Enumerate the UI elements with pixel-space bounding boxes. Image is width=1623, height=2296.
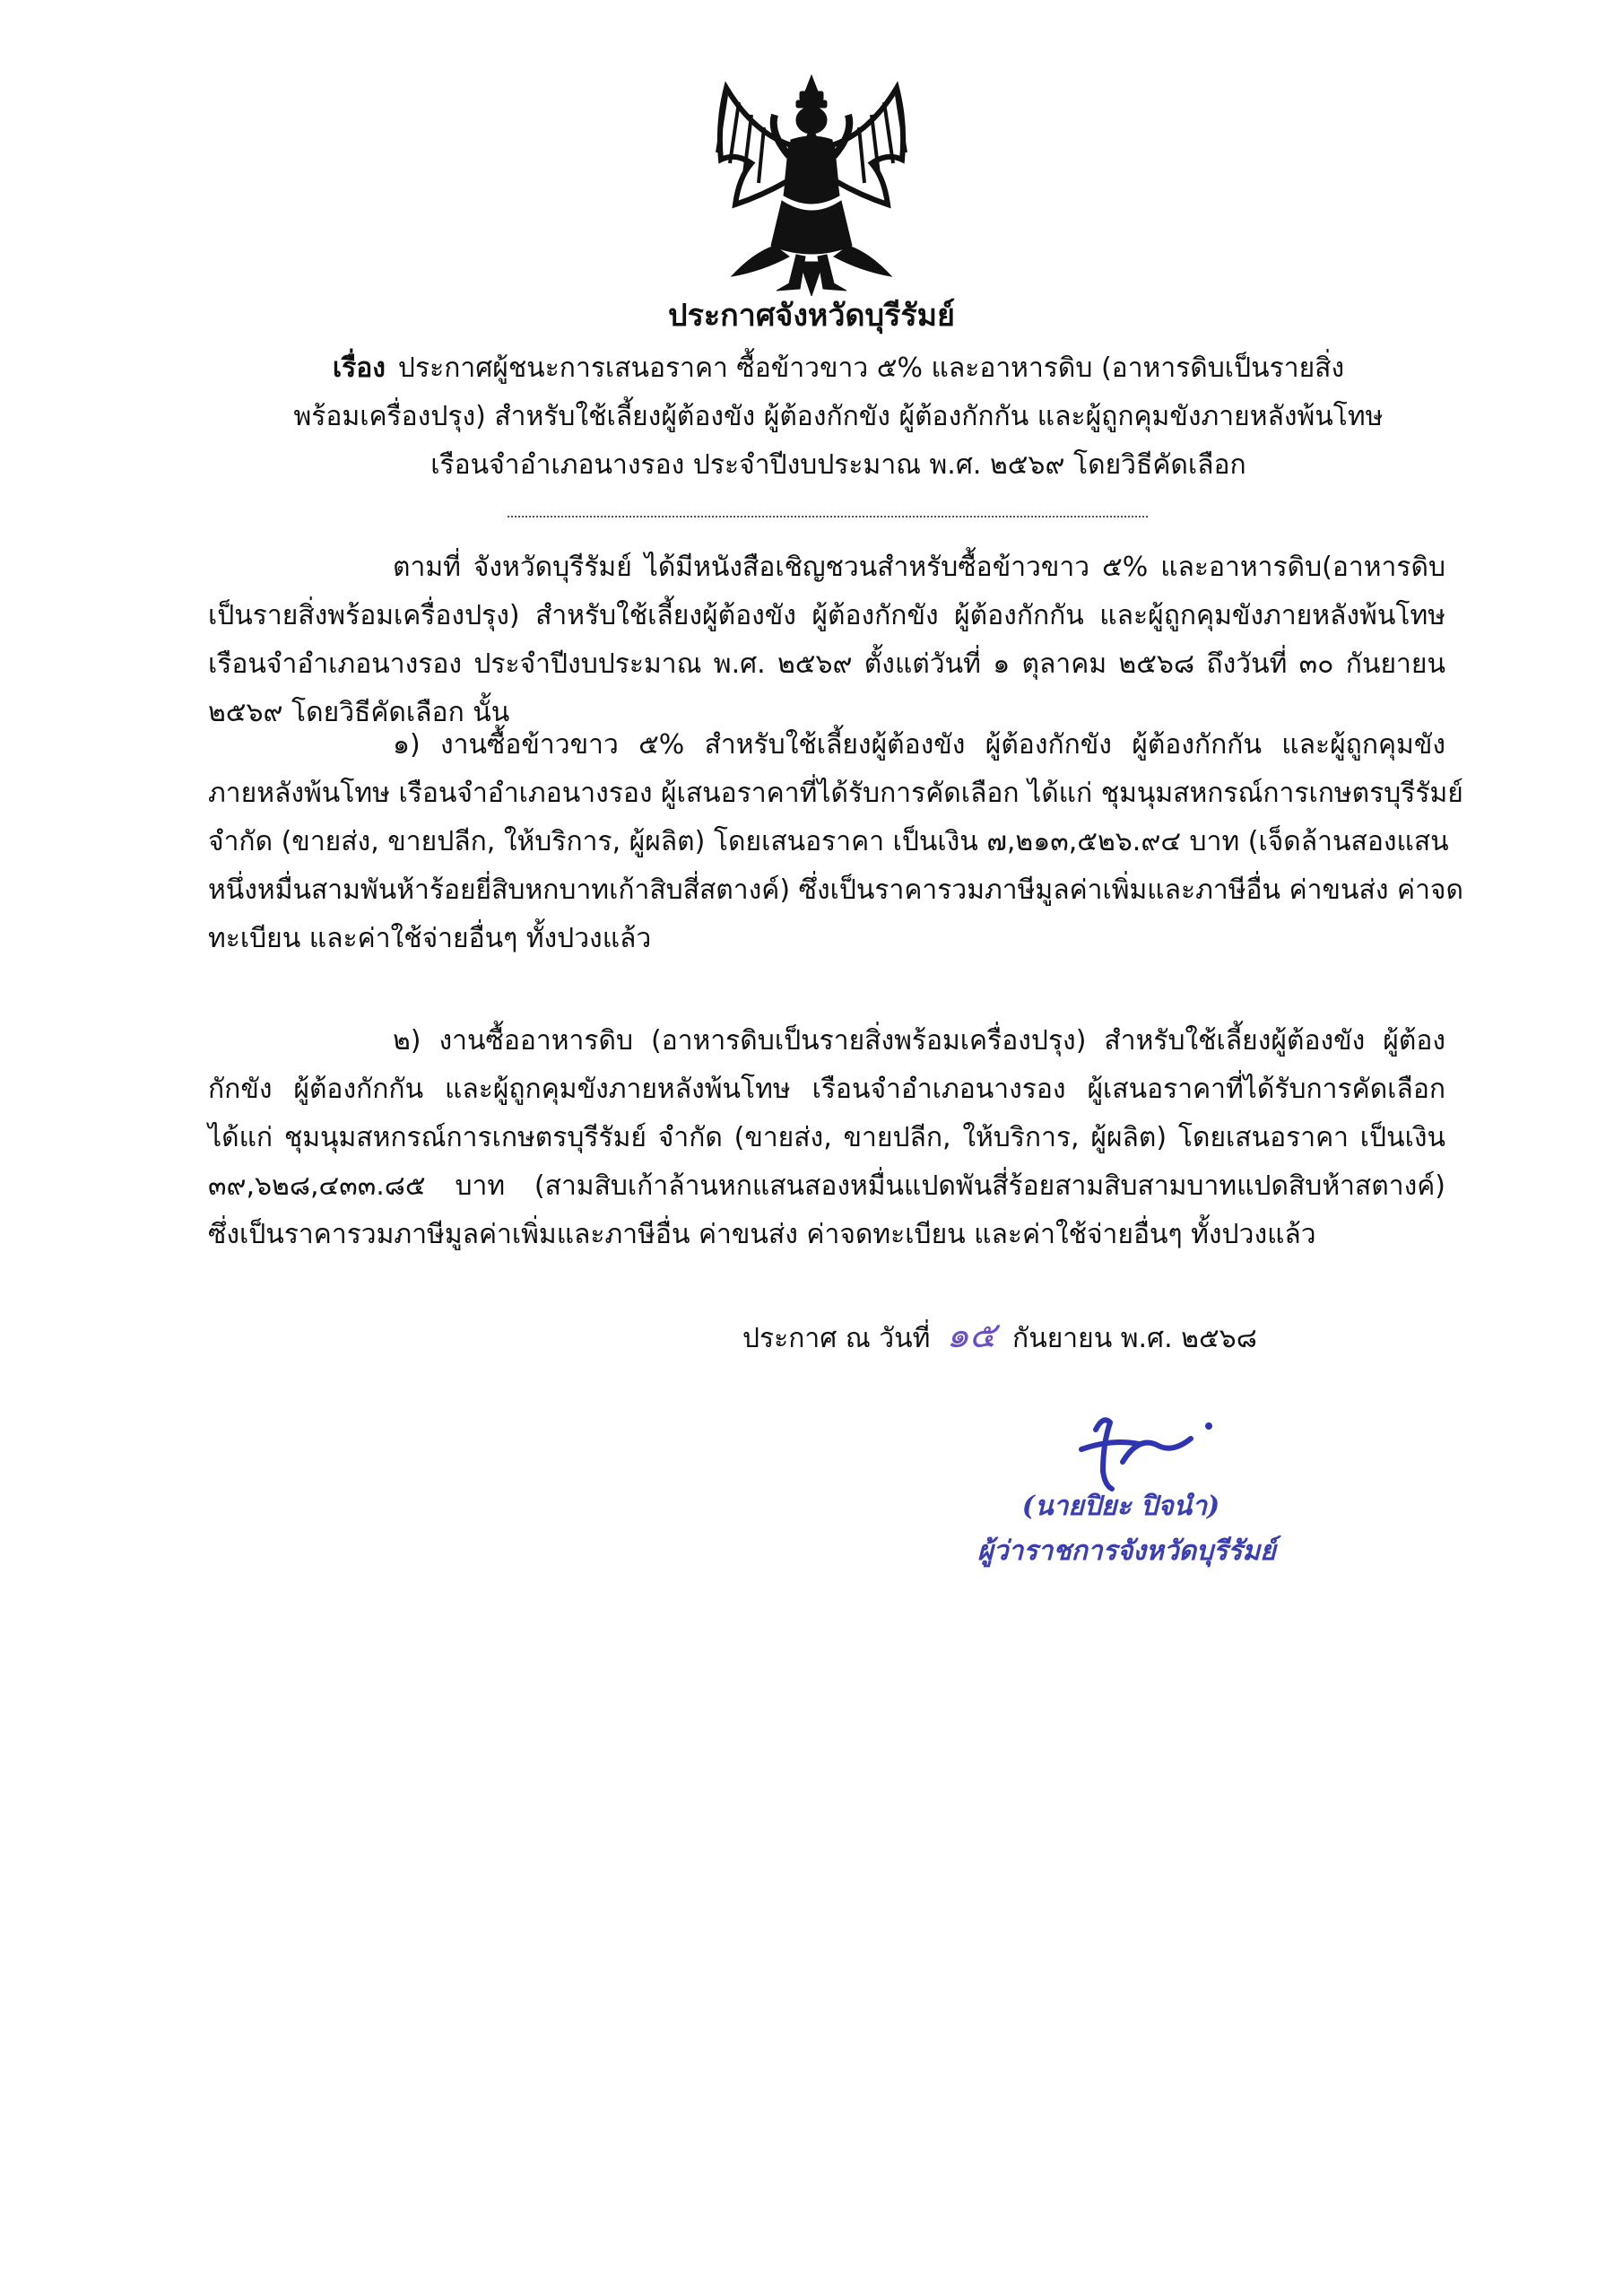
signer-name: (นายปิยะ ปิจนำ) [1021, 1491, 1220, 1522]
announce-suffix: กันยายน พ.ศ. ๒๕๖๘ [1012, 1323, 1257, 1354]
item-1-paragraph [208, 721, 1463, 963]
item-2-paragraph [208, 1017, 1445, 1259]
garuda-emblem-icon [699, 70, 924, 296]
signature-icon [1076, 1399, 1219, 1498]
item-1-line: ๑) งานซื้อข้าวขาว ๕% สำหรับใช้เลี้ยงผู้ต้องขัง ผู้ต้องกักขัง ผู้ต้องกักกัน และผู้ถูกคุมขัง [393, 729, 1445, 761]
item-2-line: ได้แก่ ชุมนุมสหกรณ์การเกษตรบุรีรัมย์ จำกัด (ขายส่ง, ขายปลีก, ให้บริการ, ผู้ผลิต) โดยเสนอราคา เป็นเงิน [208, 1122, 1445, 1153]
announce-prefix: ประกาศ ณ วันที่ [742, 1323, 931, 1354]
announce-day-handwritten: ๑๕ [946, 1315, 997, 1356]
subject-text-1: ประกาศผู้ชนะการเสนอราคา ซื้อข้าวขาว ๕% และอาหารดิบ (อาหารดิบเป็นรายสิ่ง [397, 352, 1345, 384]
item-2-line: ซึ่งเป็นราคารวมภาษีมูลค่าเพิ่มและภาษีอื่น ค่าขนส่ง ค่าจดทะเบียน และค่าใช้จ่ายอื่นๆ ทั้งปวงแล้ว [208, 1219, 1316, 1250]
item-2-line: กักขัง ผู้ต้องกักกัน และผู้ถูกคุมขังภายหลังพ้นโทษ เรือนจำอำเภอนางรอง ผู้เสนอราคาที่ได้รับการคัดเลือก [208, 1074, 1445, 1105]
item-1-line: จำกัด (ขายส่ง, ขายปลีก, ให้บริการ, ผู้ผลิต) โดยเสนอราคา เป็นเงิน ๗,๒๑๓,๕๒๖.๙๔ บาท (เจ็ดล้านสองแสน [208, 826, 1449, 857]
signer-title: ผู้ว่าราชการจังหวัดบุรีรัมย์ [977, 1535, 1276, 1567]
item-1-line: ทะเบียน และค่าใช้จ่ายอื่นๆ ทั้งปวงแล้ว [208, 923, 652, 954]
item-2-line: ๒) งานซื้ออาหารดิบ (อาหารดิบเป็นรายสิ่งพร้อมเครื่องปรุง) สำหรับใช้เลี้ยงผู้ต้องขัง ผู้ต้อง [393, 1025, 1445, 1057]
subject-block [269, 344, 1408, 490]
item-2-line: ๓๙,๖๒๘,๔๓๓.๘๕ บาท (สามสิบเก้าล้านหกแสนสองหมื่นแปดพันสี่ร้อยสามสิบสามบาทแปดสิบห้าสตางค์) [208, 1170, 1445, 1202]
item-1-line: หนึ่งหมื่นสามพันห้าร้อยยี่สิบหกบาทเก้าสิบสี่สตางค์) ซึ่งเป็นราคารวมภาษีมูลค่าเพิ่มและภาษีอื่น ค่าขนส่ง ค่าจด [208, 874, 1463, 906]
announcement-date [742, 1311, 1257, 1363]
intro-paragraph [208, 544, 1445, 737]
subject-line-1 [269, 344, 1408, 393]
item-1-line: ภายหลังพ้นโทษ เรือนจำอำเภอนางรอง ผู้เสนอราคาที่ได้รับการคัดเลือก ได้แก่ ชุมนุมสหกรณ์การเกษตรบุรีรัมย์ [208, 778, 1463, 809]
intro-line: เรือนจำอำเภอนางรอง ประจำปีงบประมาณ พ.ศ. ๒๕๖๙ ตั้งแต่วันที่ ๑ ตุลาคม ๒๕๖๘ ถึงวันที่ ๓๐ กันยายน [208, 648, 1445, 680]
document-title: ประกาศจังหวัดบุรีรัมย์ [668, 298, 955, 334]
subject-label: เรื่อง [332, 352, 386, 384]
intro-line: เป็นรายสิ่งพร้อมเครื่องปรุง) สำหรับใช้เลี้ยงผู้ต้องขัง ผู้ต้องกักขัง ผู้ต้องกักกัน และผู้ถูกคุมขังภายหลังพ้นโทษ [208, 600, 1445, 631]
intro-line: ตามที่ จังหวัดบุรีรัมย์ ได้มีหนังสือเชิญชวนสำหรับซื้อข้าวขาว ๕% และอาหารดิบ(อาหารดิบ [393, 552, 1445, 583]
subject-line-3: เรือนจำอำเภอนางรอง ประจำปีงบประมาณ พ.ศ. ๒๕๖๙ โดยวิธีคัดเลือก [430, 449, 1246, 481]
intro-line: ๒๕๖๙ โดยวิธีคัดเลือก นั้น [208, 697, 510, 728]
subject-line-2: พร้อมเครื่องปรุง) สำหรับใช้เลี้ยงผู้ต้องขัง ผู้ต้องกักขัง ผู้ต้องกักกัน และผู้ถูกคุมขังภายหลังพ้นโทษ [293, 401, 1384, 432]
dotted-divider [508, 516, 1148, 517]
signer-block [977, 1484, 1276, 1574]
